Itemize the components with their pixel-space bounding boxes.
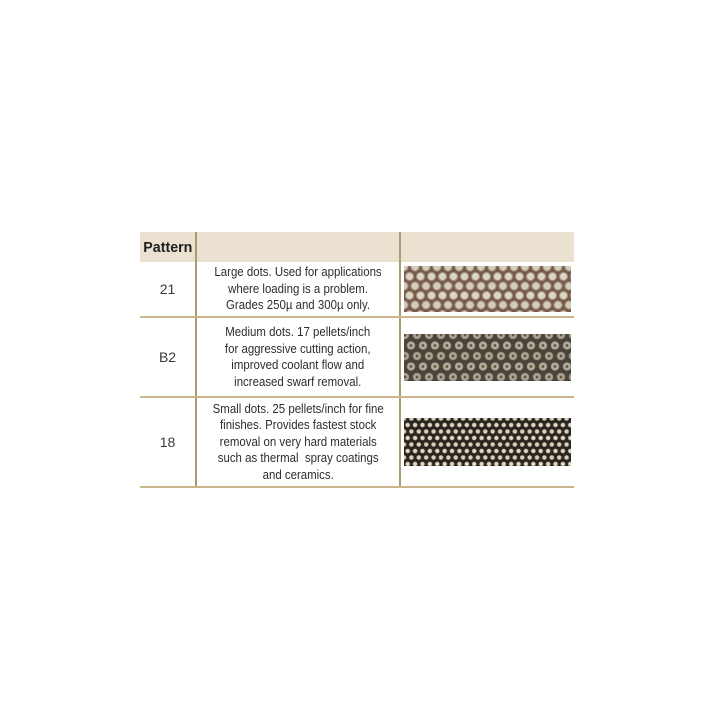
description-line: where loading is a problem.: [228, 280, 368, 296]
description-line: increased swarf removal.: [234, 373, 362, 389]
table-header-row: [140, 232, 574, 262]
pattern-column-header: [140, 232, 197, 262]
table-body: [140, 262, 574, 488]
description-line: finishes. Provides fastest stock: [219, 417, 377, 433]
pattern-id-cell: [140, 262, 197, 316]
description-line: Small dots. 25 pellets/inch for fine: [212, 400, 384, 416]
pattern-swatch-cell: [401, 318, 574, 396]
description-line: improved coolant flow and: [231, 357, 365, 372]
pattern-description: [214, 264, 381, 314]
pattern-id-cell: [140, 398, 197, 486]
pattern-header-label: Pattern: [142, 238, 193, 256]
pattern-description: [225, 324, 371, 390]
description-line: Grades 250µ and 300µ only.: [226, 297, 370, 313]
table-row: [140, 262, 574, 318]
small-dots-pattern: [404, 418, 571, 466]
pattern-id: 18: [159, 434, 176, 450]
pattern-description-cell: [197, 262, 401, 316]
swatch-column-header: [401, 232, 574, 262]
pattern-table: [140, 232, 574, 488]
pattern-swatch-cell: [401, 262, 574, 316]
description-line: and ceramics.: [262, 466, 334, 482]
description-line: Medium dots. 17 pellets/inch: [225, 324, 371, 339]
description-line: for aggressive cutting action,: [225, 340, 371, 356]
description-line: removal on very hard materials: [219, 433, 377, 449]
large-dots-pattern: [404, 266, 571, 312]
description-line: Large dots. Used for applications: [214, 264, 382, 280]
medium-dots-pattern: [404, 334, 571, 381]
pattern-id-cell: [140, 318, 197, 396]
pattern-description-cell: [197, 398, 401, 486]
table-row: [140, 398, 574, 488]
pattern-description: [212, 401, 383, 484]
pattern-swatch-cell: [401, 398, 574, 486]
description-column-header: [197, 232, 401, 262]
description-line: such as thermal spray coatings: [217, 450, 379, 466]
table-row: [140, 318, 574, 398]
pattern-description-cell: [197, 318, 401, 396]
pattern-id: 21: [159, 281, 176, 297]
pattern-id: B2: [158, 349, 177, 365]
